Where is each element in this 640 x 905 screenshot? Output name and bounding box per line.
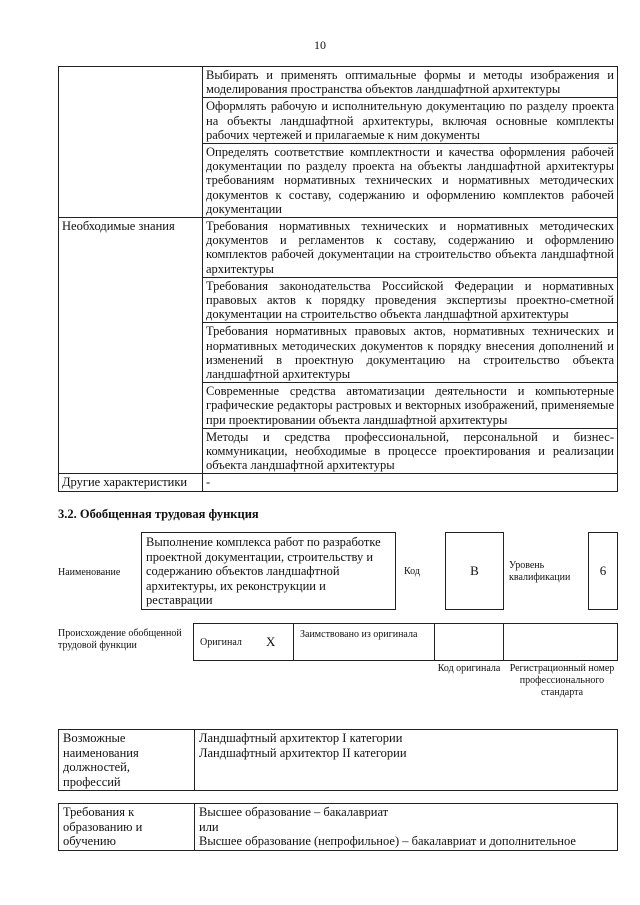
row-item: Определять соответствие комплектности и качества оформления рабочей документации по разделу проекта на объекты ландшафтной архитектуры требованиям нормативных технических и нормативных методических документов к составу, содержанию и оформлению комплектов рабочей документации <box>203 144 618 218</box>
skills-knowledge-table <box>58 66 618 492</box>
origin-box <box>193 623 618 661</box>
positions-values <box>195 730 618 791</box>
level-box <box>588 532 618 610</box>
code-box <box>445 532 504 610</box>
caption-code-original: Код оригинала <box>437 663 501 674</box>
education-values <box>195 804 618 851</box>
borrowed-label: Заимствовано из оригинала <box>300 629 418 640</box>
divider <box>293 624 294 660</box>
row-label: Необходимые знания <box>59 218 203 474</box>
divider <box>503 624 504 660</box>
gtf-name-box <box>141 532 396 610</box>
education-item: Высшее образование (непрофильное) – бакалавриат и дополнительное <box>199 834 576 848</box>
section-heading: 3.2. Обобщенная трудовая функция <box>58 507 259 521</box>
position-item: Ландшафтный архитектор I категории <box>199 731 403 745</box>
level-value: 6 <box>599 563 607 578</box>
education-label: Требования к образованию и обучению <box>59 804 195 851</box>
row-item: Выбирать и применять оптимальные формы и методы изображения и моделирования пространства объектов ландшафтной архитектуры <box>203 67 618 98</box>
table-row <box>59 474 618 491</box>
education-item: Высшее образование – бакалавриат <box>199 805 389 819</box>
row-item: Методы и средства профессиональной, персональной и бизнес-коммуникации, необходимые в процессе проектирования и реализации объекта ландшафтной архитектуры <box>203 428 618 474</box>
table-row <box>59 218 618 278</box>
divider <box>434 624 435 660</box>
table-row <box>59 67 618 98</box>
page-number: 10 <box>314 38 326 52</box>
code-label: Код <box>404 566 420 577</box>
row-item: Требования нормативных технических и нормативных методических документов и регламентов к составу, содержанию и оформлению комплектов рабочей документации на строительство объекта ландшафтной архитектуры <box>203 218 618 278</box>
code-value: B <box>470 563 479 578</box>
row-item: Оформлять рабочую и исполнительную документацию по разделу проекта на объекты ландшафтной архитектуры, включая основные комплекты рабочих чертежей и прилагаемые к ним документы <box>203 98 618 144</box>
row-label: Другие характеристики <box>59 474 203 491</box>
position-item: Ландшафтный архитектор II категории <box>199 745 407 760</box>
caption-registration-number: Регистрационный номер профессионального стандарта <box>509 663 615 698</box>
education-table <box>58 803 618 851</box>
original-label: Оригинал <box>200 637 242 648</box>
positions-label: Возможные наименования должностей, профессий <box>59 730 195 791</box>
original-mark: X <box>266 634 276 649</box>
row-item: Требования законодательства Российской Федерации и нормативных правовых актов к порядку проведения экспертизы проектно-сметной документации на строительство объекта ландшафтной архитектуры <box>203 277 618 323</box>
row-item: - <box>203 474 618 491</box>
level-label: Уровень квалификации <box>509 560 571 583</box>
education-item: или <box>199 819 219 834</box>
row-item: Современные средства автоматизации деятельности и компьютерные графические редакторы растровых и векторных изображений, применяемые при проектировании объекта ландшафтной архитектуры <box>203 383 618 429</box>
row-item: Требования нормативных правовых актов, нормативных технических и нормативных методических документов к порядку внесения дополнений и изменений в проектную документацию на строительство объекта ландшафтной архитектуры <box>203 323 618 383</box>
row-label <box>59 67 203 218</box>
origin-label: Происхождение обобщенной трудовой функции <box>58 628 182 651</box>
positions-table <box>58 729 618 791</box>
gtf-name-value: Выполнение комплекса работ по разработке проектной документации, строительству и содержанию объектов ландшафтной архитектуры, их реконструкции и реставрации <box>146 535 381 607</box>
name-label: Наименование <box>58 567 121 578</box>
